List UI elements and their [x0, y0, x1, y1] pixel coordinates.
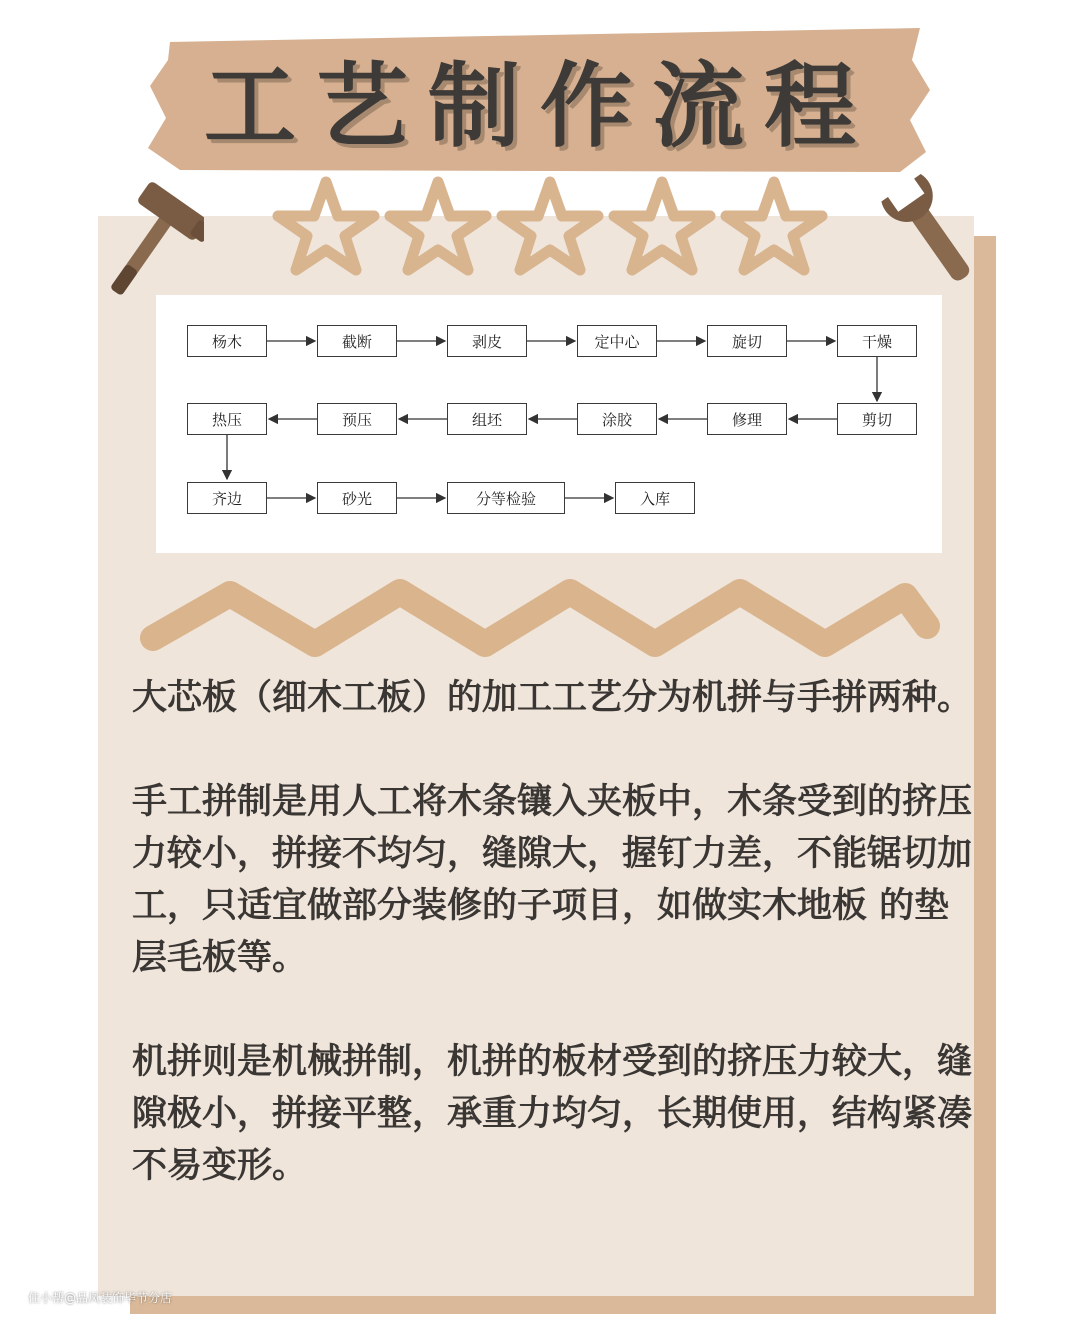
flow-step: 定中心	[577, 325, 657, 357]
star-icon	[614, 182, 710, 270]
paragraph-intro: 大芯板（细木工板）的加工工艺分为机拼与手拼两种。	[132, 678, 973, 718]
paragraph-hand-made: 手工拼制是用人工将木条镶入夹板中，木条受到的挤压力较小，拼接不均匀，缝隙大，握钉力差，不能锯切加工，只适宜做部分装修的子项目，如做实木地板 的垫层毛板等。	[132, 782, 973, 978]
flow-step: 截断	[317, 325, 397, 357]
flow-step: 热压	[187, 403, 267, 435]
flow-step: 剪切	[837, 403, 917, 435]
flow-step: 分等检验	[447, 482, 565, 514]
wrench-icon	[880, 172, 984, 292]
flow-step: 干燥	[837, 325, 917, 357]
process-flowchart	[156, 295, 942, 553]
stars-row	[270, 170, 830, 280]
flow-step: 旋切	[707, 325, 787, 357]
flow-step: 齐边	[187, 482, 267, 514]
flow-step: 预压	[317, 403, 397, 435]
watermark: 住小帮@品凤装饰毕节分店	[28, 1291, 173, 1305]
flow-step: 修理	[707, 403, 787, 435]
hammer-icon	[92, 182, 204, 306]
flow-step: 杨木	[187, 325, 267, 357]
flow-step: 组坯	[447, 403, 527, 435]
description-text	[132, 672, 972, 1244]
flow-step: 入库	[615, 482, 695, 514]
star-icon	[390, 182, 486, 270]
page-title: 工艺制作流程	[203, 53, 876, 160]
flow-step: 砂光	[317, 482, 397, 514]
paragraph-machine-made: 机拼则是机械拼制，机拼的板材受到的挤压力较大，缝隙极小，拼接平整，承重力均匀，长期使用，结构紧凑不易变形。	[132, 1042, 973, 1186]
flow-arrows	[156, 295, 942, 553]
star-icon	[502, 182, 598, 270]
star-icon	[278, 182, 374, 270]
star-icon	[726, 182, 822, 270]
zigzag-divider	[135, 568, 945, 668]
flow-step: 涂胶	[577, 403, 657, 435]
flow-step: 剥皮	[447, 325, 527, 357]
